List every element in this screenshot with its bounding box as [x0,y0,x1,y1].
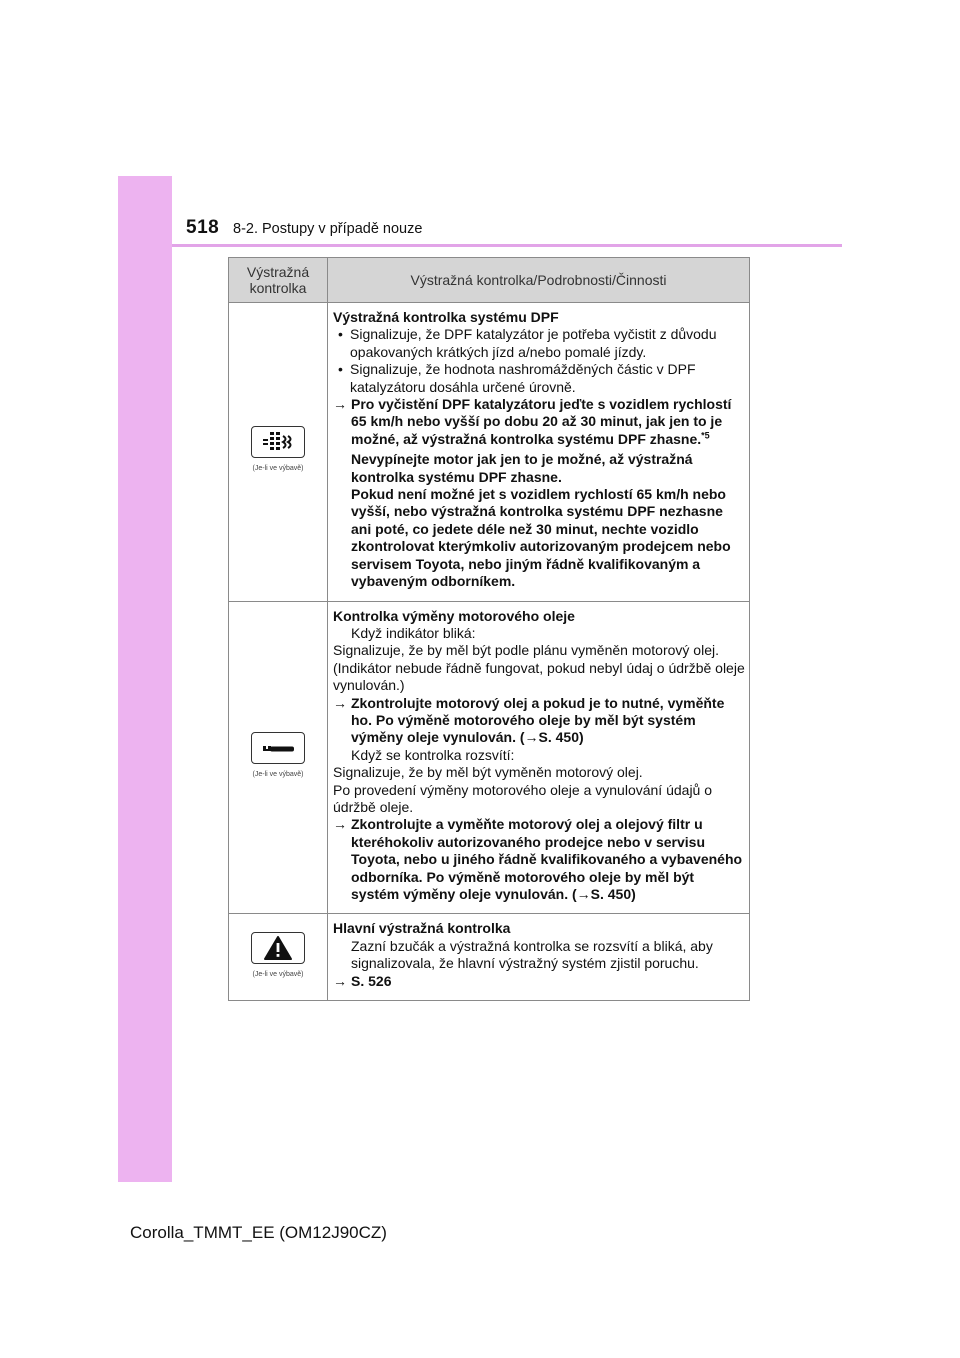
equipment-note: (Je-li ve výbavě) [252,970,304,978]
details-cell [328,914,750,1001]
column-header-details: Výstražná kontrolka/Podrobnosti/Činnosti [328,258,750,303]
footnote-ref: *5 [701,430,710,441]
blink-note: (Indikátor nebude řádně fungovat, pokud nebyl údaj o údržbě oleje vynulován.) [333,659,745,694]
icon-cell [229,303,328,602]
column-header-warning-light: Výstražná kontrolka [229,258,328,303]
row-title: Výstražná kontrolka systému DPF [333,309,559,325]
lit-text-2: Po provedení výměny motorového oleje a vynulování údajů o údržbě oleje. [333,781,713,815]
icon-cell [229,601,328,914]
master-warning-icon [251,932,305,964]
action-item: → Zkontrolujte motorový olej a pokud je to nutné, vyměňte ho. Po výměně motorového oleje by měl být systém výměny oleje vynulován. (→S. 450) [333,695,745,747]
blink-text: Signalizuje, že by měl být podle plánu vyměněn motorový olej. [333,642,719,659]
warning-lights-table [228,257,750,1001]
section-title: 8-2. Postupy v případě nouze [233,221,423,237]
page-number: 518 [186,217,220,238]
equipment-note: (Je-li ve výbavě) [252,465,304,473]
details-cell [328,601,750,914]
footer-doc-code: Corolla_TMMT_EE (OM12J90CZ) [130,1223,387,1242]
details-cell [328,303,750,602]
blink-label: Když indikátor bliká: [351,624,476,641]
action-item: → Zkontrolujte a vyměňte motorový olej a olejový filtr u kteréhokoliv autorizovaného prodejce nebo v servisu Toyota, nebo u jiného řádně kvalifikovaného a vybaveného odborníka. Po výměně motorového oleje by měl být systém výměny oleje vynulován. (→S. 450) [333,816,745,903]
table-row [229,303,750,602]
bullet-item: • Signalizuje, že hodnota nashromážděných částic v DPF katalyzátoru dosáhla určené úrovně. [333,361,745,396]
equipment-note: (Je-li ve výbavě) [252,770,304,778]
action-item: → S. 526 [333,973,745,990]
icon-cell [229,914,328,1001]
bullet-item: • Signalizuje, že DPF katalyzátor je potřeba vyčistit z důvodu opakovaných krátkých jízd a/nebo pomalé jízdy. [333,326,745,361]
action-text: Pro vyčistění DPF katalyzátoru jeďte s vozidlem rychlostí 65 km/h nebo vyšší po dobu 20 až 30 minut, jak jen to je možné, až výstražná kontrolka systému DPF zhasne. [351,396,732,447]
table-row [229,601,750,914]
row-title: Hlavní výstražná kontrolka [333,920,511,937]
action-item [333,396,745,448]
wrench-icon [251,732,305,764]
chapter-tab-sidebar [118,176,172,1182]
lit-label: Když se kontrolka rozsvítí: [351,746,515,763]
header-rule [172,244,842,247]
table-row [229,914,750,1001]
bold-note: Nevypínejte motor jak jen to je možné, až výstražná kontrolka systému DPF zhasne. [351,451,693,485]
dpf-warning-icon [251,426,305,458]
table-header-row [229,258,750,303]
row-title: Kontrolka výměny motorového oleje [333,607,575,624]
row-text: Zazní bzučák a výstražná kontrolka se rozsvítí a bliká, aby signalizovala, že hlavní výstražný systém zjistil poruchu. [351,937,713,972]
lit-text: Signalizuje, že by měl být vyměněn motorový olej. [333,764,643,781]
bold-note: Pokud není možné jet s vozidlem rychlostí 65 km/h nebo vyšší, nebo výstražná kontrolka systému DPF nezhasne ani poté, co jedete déle než 30 minut, nechte vozidlo zkontrolovat kterýmkoliv autorizovaným prodejcem nebo servisem Toyota, nebo jiným řádně kvalifikovaným a vybaveným odborníkem. [351,486,731,590]
